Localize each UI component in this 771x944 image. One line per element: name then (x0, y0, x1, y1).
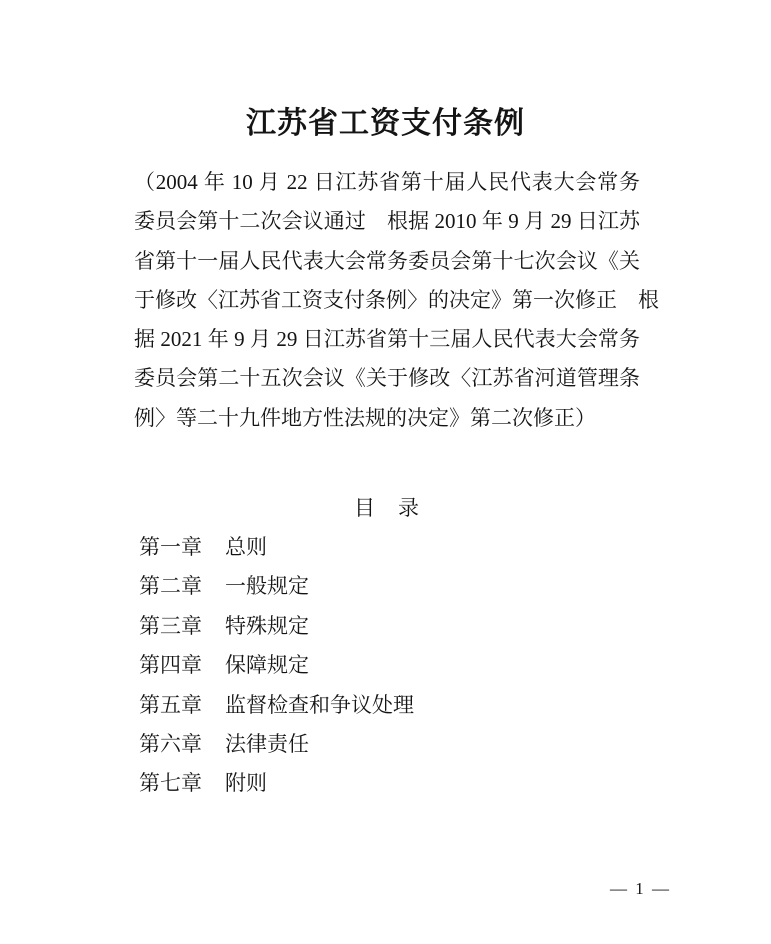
toc-chapter: 第二章 (139, 574, 202, 599)
toc-chapter: 第七章 (139, 771, 202, 796)
toc-row (139, 725, 645, 764)
intro-paragraph (134, 163, 659, 438)
toc-title: 总则 (225, 535, 267, 559)
intro-line: 省第十一届人民代表大会常务委员会第十七次会议《关 (134, 248, 640, 273)
table-of-contents (139, 528, 645, 804)
page-number: — 1 — (610, 879, 671, 898)
intro-line: （2004 年 10 月 22 日江苏省第十届人民代表大会常务 (134, 170, 640, 194)
toc-chapter: 第四章 (139, 653, 202, 678)
toc-title: 监督检查和争议处理 (225, 692, 414, 717)
toc-title: 特殊规定 (225, 613, 309, 638)
toc-heading: 目 录 (354, 496, 420, 520)
toc-row (139, 646, 645, 685)
toc-row (139, 607, 645, 646)
intro-line: 据 2021 年 9 月 29 日江苏省第十三届人民代表大会常务 (134, 327, 640, 352)
toc-row (139, 528, 645, 567)
intro-line: 委员会第二十五次会议《关于修改〈江苏省河道管理条 (134, 366, 640, 391)
toc-row (139, 686, 645, 725)
toc-row (139, 764, 645, 803)
toc-row (139, 567, 645, 606)
toc-chapter: 第三章 (139, 613, 202, 638)
toc-chapter: 第五章 (139, 692, 202, 717)
intro-line: 例〉等二十九件地方性法规的决定》第二次修正） (134, 405, 596, 430)
toc-title: 法律责任 (225, 731, 309, 756)
toc-chapter: 第一章 (139, 535, 202, 559)
intro-line: 于修改〈江苏省工资支付条例〉的决定》第一次修正 根 (134, 287, 659, 312)
intro-line: 委员会第十二次会议通过 根据 2010 年 9 月 29 日江苏 (134, 209, 640, 234)
toc-title: 附则 (225, 771, 267, 796)
document-title: 江苏省工资支付条例 (246, 107, 525, 141)
toc-title: 一般规定 (225, 574, 309, 599)
toc-chapter: 第六章 (139, 731, 202, 756)
toc-title: 保障规定 (225, 653, 309, 678)
